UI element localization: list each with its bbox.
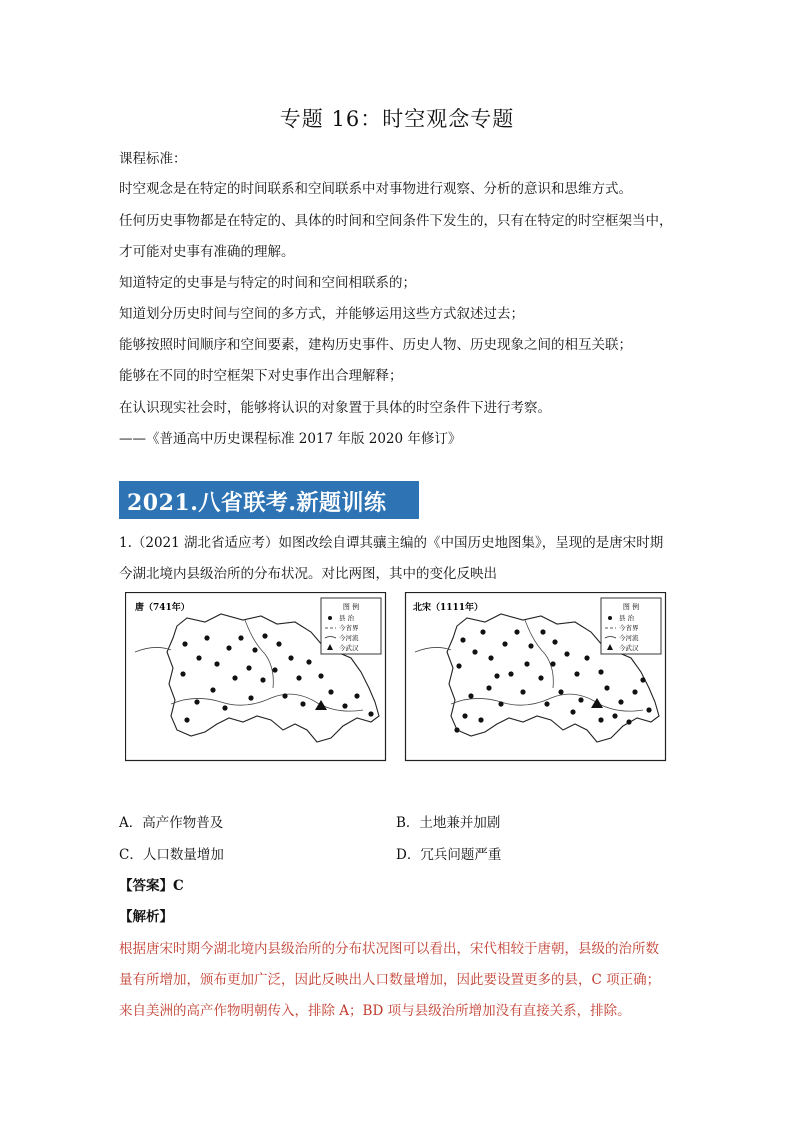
section-banner-text: 2021.八省联考.新题训练: [127, 490, 387, 516]
legend-item: 今武汉: [339, 644, 359, 652]
analysis-label: 【解析】: [119, 909, 173, 925]
option-d: D．冗兵问题严重: [396, 847, 502, 863]
standard-line: 能够在不同的时空框架下对史事作出合理解释；: [119, 368, 403, 384]
legend-item: 今武汉: [619, 644, 639, 652]
legend-title: 图 例: [622, 603, 640, 611]
page-title: 专题 16：时空观念专题: [279, 107, 515, 131]
section-banner: [119, 481, 419, 519]
legend-item: 今省界: [619, 624, 639, 632]
question-stem: 今湖北境内县级治所的分布状况。对比两图，其中的变化反映出: [119, 566, 497, 582]
legend-item: 县 治: [339, 614, 355, 622]
option-a: A．高产作物普及: [119, 815, 224, 831]
standard-line: 任何历史事物都是在特定的、具体的时间和空间条件下发生的，只有在特定的时空框架当中，: [119, 213, 673, 229]
map-tang: [126, 593, 386, 761]
standard-line: 知道特定的史事是与特定的时间和空间相联系的；: [119, 275, 416, 291]
map-label: 北宋（1111年）: [413, 603, 484, 613]
legend-item: 县 治: [619, 614, 635, 622]
standard-heading: 课程标准：: [119, 151, 187, 167]
standard-line: 时空观念是在特定的时间联系和空间联系中对事物进行观察、分析的意识和思维方式。: [119, 181, 632, 197]
legend-title: 图 例: [342, 603, 360, 611]
option-b: B．土地兼并加剧: [396, 815, 501, 831]
legend-item: 今省界: [339, 624, 359, 632]
legend-item: 今河流: [339, 634, 359, 642]
answer: 【答案】C: [119, 878, 184, 894]
legend-item: 今河流: [619, 634, 639, 642]
standard-line: 才可能对史事有准确的理解。: [119, 244, 295, 260]
standard-line: 在认识现实社会时，能够将认识的对象置于具体的时空条件下进行考察。: [119, 400, 551, 416]
map-label: 唐（741年）: [135, 603, 190, 613]
map-figure: [125, 592, 667, 762]
option-c: C．人口数量增加: [119, 847, 224, 863]
analysis-line: 量有所增加，颁布更加广泛，因此反映出人口数量增加，因此要设置更多的县，C 项正确；: [119, 972, 661, 988]
standard-line: 能够按照时间顺序和空间要素，建构历史事件、历史人物、历史现象之间的相互关联；: [119, 337, 632, 353]
standard-line: 知道划分历史时间与空间的多方式，并能够运用这些方式叙述过去；: [119, 306, 524, 322]
map-song: [406, 593, 666, 761]
question-stem: 1.（2021 湖北省适应考）如图改绘自谭其骧主编的《中国历史地图集》，呈现的是唐宋时期: [119, 535, 664, 551]
analysis-line: 来自美洲的高产作物明朝传入，排除 A；BD 项与县级治所增加没有直接关系，排除。: [119, 1003, 631, 1019]
standard-source: ——《普通高中历史课程标准 2017 年版 2020 年修订》: [119, 431, 462, 447]
analysis-line: 根据唐宋时期今湖北境内县级治所的分布状况图可以看出，宋代相较于唐朝，县级的治所数: [119, 941, 659, 957]
